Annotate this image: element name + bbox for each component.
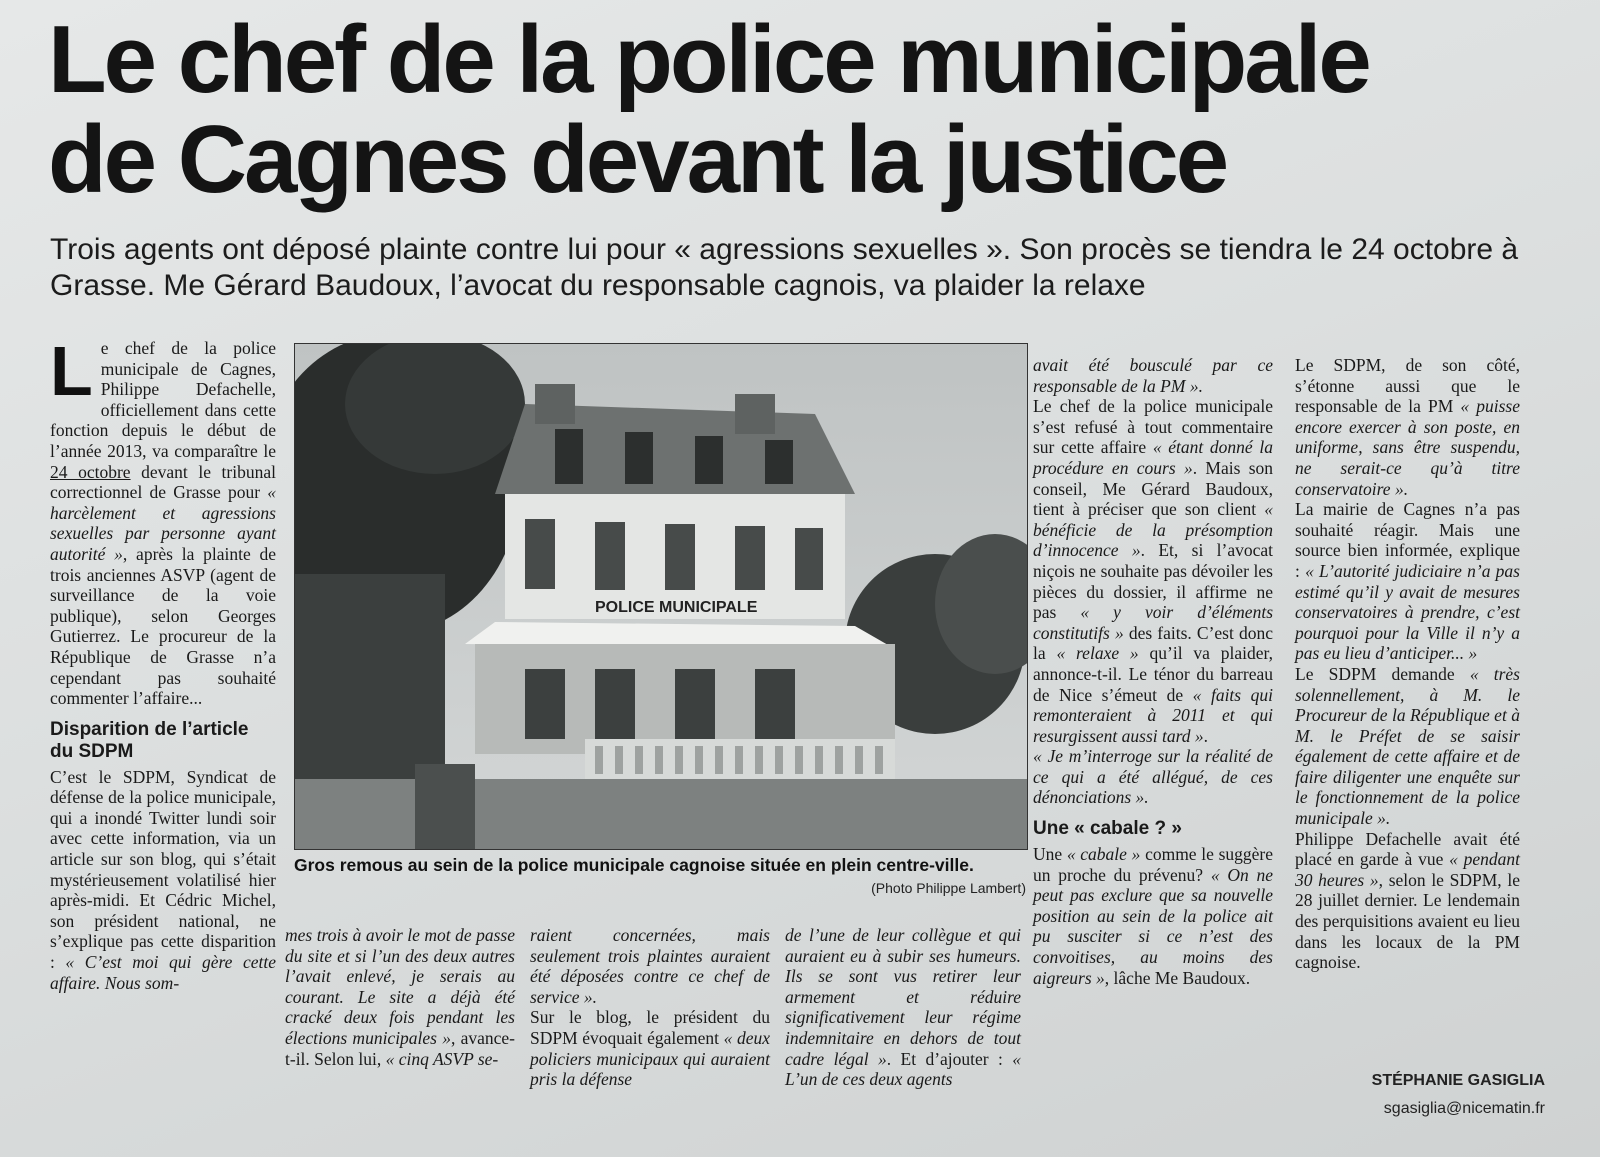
police-building-photo	[294, 343, 1028, 850]
col5-t-g: des faits. C’est donc la	[1033, 622, 1274, 664]
col1-text-a: e chef de la police municipale de Cagnes, Philippe Defachelle, officiellement dans cette fonction depuis le début de l’année 2013, va comparaître le	[50, 338, 276, 461]
column-3	[530, 925, 770, 1090]
byline	[1305, 1067, 1545, 1123]
col6-p2-quote: « L’autorité judiciaire n’a pas estimé qu’il y avait de mesures conservatoires à prendre, c’est pourquoi pour la Ville il n’y a pas eu lieu d’anticiper... »	[1295, 560, 1520, 664]
col5-p3-q-b: « cabale »	[1066, 844, 1141, 865]
author-email: sgasiglia@nicematin.fr	[1383, 1100, 1545, 1117]
col6-p3-quote: « très solennellement, à M. le Procureur de la République et à M. le Préfet de se saisir également de cette affaire et de faire diligenter une enquête sur le fonctionnement de la police municipale ».	[1295, 663, 1520, 829]
col6-paragraph-3	[1295, 664, 1520, 829]
column-1	[50, 332, 276, 993]
col5-paragraph-1	[1033, 396, 1273, 746]
col5-t-i: qu’il va plaider, annonce-t-il. Le ténor du barreau de Nice s’émeut de	[1033, 643, 1273, 705]
col5-q-f: « y voir d’éléments constitutifs »	[1033, 602, 1274, 643]
col5-p3-q-d: « On ne peut pas exclure que sa nouvelle position au sein de la police ait pu susciter si ce n’est des convoitises, au moins des aigreurs »	[1033, 864, 1273, 988]
col1-date: 24 octobre	[50, 461, 131, 482]
col5-t-a: Le chef de la police municipale s’est refusé à tout commentaire sur cette affaire	[1033, 396, 1273, 458]
col5-p3-t-c: comme le suggère un proche du prévenu?	[1033, 844, 1273, 885]
col5-paragraph-3	[1033, 844, 1273, 988]
author-name: STÉPHANIE GASIGLIA	[1371, 1072, 1545, 1089]
col1-paragraph-2	[50, 767, 276, 994]
col5-paragraph-2: « Je m’interroge sur la réalité de ce qui a été allégué, de ces dénonciations ».	[1033, 746, 1273, 808]
col6-p4-q-b: « pendant 30 heures »	[1295, 849, 1520, 890]
col6-p4-t-a: Philippe Defachelle avait été placé en garde à vue	[1295, 828, 1520, 870]
photo-illustration	[295, 344, 1027, 849]
col6-paragraph-2	[1295, 499, 1520, 664]
col5-p3-t-e: , lâche Me Baudoux.	[1104, 967, 1251, 988]
col6-p1-text: Le SDPM, de son côté, s’étonne aussi que le responsable de la PM	[1295, 355, 1520, 417]
col5-q-h: « relaxe »	[1056, 643, 1139, 664]
col2-quote-a: mes trois à avoir le mot de passe du site et si l’un des deux autres l’avait enlevé, je serais au courant. Le site a déjà été cracké deux fois pendant les élections municipales »	[285, 925, 515, 1048]
col3-quote: « deux policiers municipaux qui auraient pris la défense	[530, 1027, 770, 1090]
column-4	[785, 925, 1021, 1090]
col4-paragraph	[785, 925, 1021, 1090]
col6-p1-quote: « puisse encore exercer à son poste, en uniforme, sans être suspendu, ne serait-ce qu’à titre conservatoire ».	[1295, 396, 1520, 499]
col2-quote-b: « cinq ASVP se-	[385, 1048, 499, 1069]
col5-p3-t-a: Une	[1033, 844, 1067, 865]
drop-cap: L	[50, 332, 93, 410]
photo-caption: Gros remous au sein de la police municipale cagnoise située en plein centre-ville.	[294, 855, 974, 875]
col1-p2-quote: « C’est moi qui gère cette affaire. Nous som-	[50, 952, 276, 993]
subhead-disparition: Disparition de l’article du SDPM	[50, 718, 249, 762]
col1-text-c: , après la plainte de trois anciennes ASVP (agent de surveillance de la voie publique), selon Georges Gutierrez. Le procureur de la République de Grasse n’a cependant pas souhaité commenter l’affaire...	[50, 543, 276, 709]
col5-t-c: . Mais son conseil, Me Gérard Baudoux, tient à préciser que son client	[1033, 457, 1274, 520]
col6-paragraph-4	[1295, 829, 1520, 973]
headline	[48, 6, 1548, 213]
col2-text: , avance-t-il. Selon lui,	[285, 1027, 515, 1069]
photo-credit: (Photo Philippe Lambert)	[871, 880, 1026, 896]
col5-q-j: « faits qui remonteraient à 2011 et qui resurgissent aussi tard »	[1033, 684, 1274, 746]
col5-t-k: .	[1203, 725, 1209, 746]
col4-quote-a: de l’une de leur collègue et qui auraient eu à subir ses humeurs. Ils se sont vus retirer leur armement et réduire significativement leur régime indemnitaire en dehors de tout cadre légal »	[785, 925, 1021, 1069]
column-5	[1033, 355, 1273, 988]
col4-text: . Et d’ajouter :	[886, 1048, 1013, 1069]
col3-paragraph-1: raient concernées, mais seulement trois plaintes auraient été déposées contre ce chef de service ».	[530, 925, 770, 1007]
police-sign: POLICE MUNICIPALE	[595, 599, 758, 616]
col6-paragraph-1	[1295, 355, 1520, 499]
col4-quote-b: « L’un de ces deux agents	[785, 1048, 1022, 1090]
headline-line-1: Le chef de la police municipale	[48, 6, 1369, 113]
col5-top-quote: avait été bousculé par ce responsable de la PM ».	[1033, 355, 1273, 396]
col5-t-e: . Et, si l’avocat niçois ne souhaite pas dévoiler les pièces du dossier, il affirme ne pas	[1033, 540, 1274, 623]
col5-q-d: « bénéficie de la présomption d’innocence »	[1033, 499, 1273, 561]
col5-q-b: « étant donné la procédure en cours »	[1033, 437, 1273, 478]
headline-line-2: de Cagnes devant la justice	[48, 106, 1227, 213]
col1-quote: « harcèlement et agressions sexuelles par personne ayant autorité »	[50, 482, 276, 564]
col1-text-b: devant le tribunal correctionnel de Grasse pour	[50, 461, 276, 503]
col1-p2-text: C’est le SDPM, Syndicat de défense de la police municipale, qui a inondé Twitter lundi soir avec cette information, via un article sur son blog, qui s’était mystérieusement volatilisé hier après-midi. Et Cédric Michel, son président national, ne s’explique pas cette disparition :	[50, 766, 276, 973]
col2-paragraph	[285, 925, 515, 1069]
lead-paragraph	[50, 332, 276, 709]
col6-p2-text: La mairie de Cagnes n’a pas souhaité réagir. Mais une source bien informée, explique :	[1295, 499, 1520, 581]
column-2	[285, 925, 515, 1069]
deck-subtitle: Trois agents ont déposé plainte contre lui pour « agressions sexuelles ». Son procès se tiendra le 24 octobre à Grasse. Me Gérard Baudoux, l’avocat du responsable cagnois, va plaider la relaxe	[50, 233, 1519, 302]
col3-paragraph-2	[530, 1007, 770, 1089]
col3-text: Sur le blog, le président du SDPM évoquait également	[530, 1007, 770, 1048]
col6-p3-text: Le SDPM demande	[1295, 663, 1470, 684]
column-6	[1295, 355, 1520, 973]
col6-p4-t-c: , selon le SDPM, le 28 juillet dernier. Le lendemain des perquisitions avaient eu lieu dans les locaux de la PM cagnoise.	[1295, 869, 1520, 973]
subhead-cabale: Une « cabale ? »	[1033, 818, 1182, 840]
